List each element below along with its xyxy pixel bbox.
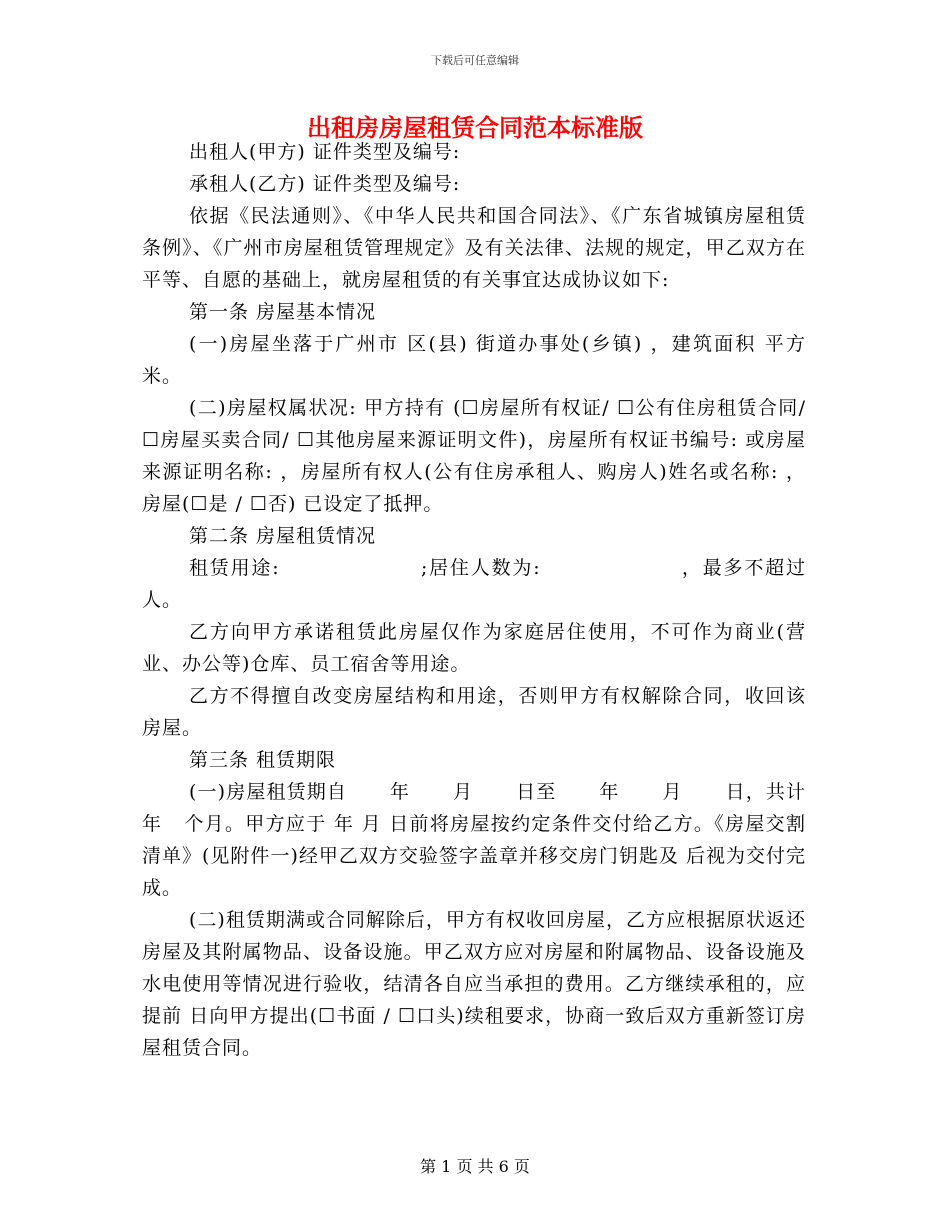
heading-article-2: 第二条 房屋租赁情况 — [189, 525, 377, 547]
paragraph-lessor: 出租人(甲方) 证件类型及编号: — [189, 141, 461, 163]
heading-article-3: 第三条 租赁期限 — [189, 749, 337, 771]
header-note: 下载后可任意编辑 — [431, 54, 519, 67]
page-number-footer: 第 1 页 共 6 页 — [420, 1157, 530, 1176]
paragraph-term: (一)房屋租赁期自 年 月 日至 年 月 日，共计 年 个月。甲方应于 年 月 日前将房屋按约定条件交付给乙方。《房屋交割清单》(见附件一)经甲乙双方交验签字盖章并移交房门钥匙及 后视为交付完成。 — [142, 781, 828, 899]
heading-article-1: 第一条 房屋基本情况 — [189, 301, 377, 323]
paragraph-expiry: (二)租赁期满或合同解除后，甲方有权收回房屋，乙方应根据原状返还房屋及其附属物品、设备设施。甲乙双方应对房屋和附属物品、设备设施及水电使用等情况进行验收，结清各自应当承担的费用。乙方继续承租的，应提前 日向甲方提出(☐书面 / ☐口头)续租要求，协商一致后双方重新签订房屋租赁合同。 — [142, 909, 806, 1059]
paragraph-legal-basis: 依据《民法通则》、《中华人民共和国合同法》、《广东省城镇房屋租赁条例》、《广州市房屋租赁管理规定》及有关法律、法规的规定，甲乙双方在平等、自愿的基础上，就房屋租赁的有关事宜达成协议如下: — [142, 205, 806, 291]
paragraph-ownership: (二)房屋权属状况: 甲方持有 (☐房屋所有权证/ ☐公有住房租赁合同/ ☐房屋买卖合同/ ☐其他房屋来源证明文件)，房屋所有权证书编号: 或房屋来源证明名称: ，房屋所有权人(公有住房承租人、购房人)姓名或名称: ，房屋(☐是 / ☐否) 已设定了抵押。 — [142, 397, 814, 515]
paragraph-residence-only: 乙方向甲方承诺租赁此房屋仅作为家庭居住使用，不可作为商业(营业、办公等)仓库、员工宿舍等用途。 — [142, 621, 806, 675]
paragraph-usage: 租赁用途: ;居住人数为: ，最多不超过 人。 — [142, 557, 814, 611]
document-title: 出租房房屋租赁合同范本标准版 — [307, 113, 643, 142]
paragraph-lessee: 承租人(乙方) 证件类型及编号: — [189, 173, 461, 195]
paragraph-location: (一)房屋坐落于广州市 区(县) 街道办事处(乡镇) ，建筑面积 平方米。 — [142, 333, 806, 387]
paragraph-no-alteration: 乙方不得擅自改变房屋结构和用途，否则甲方有权解除合同，收回该房屋。 — [142, 685, 806, 739]
document-body — [142, 136, 828, 1064]
